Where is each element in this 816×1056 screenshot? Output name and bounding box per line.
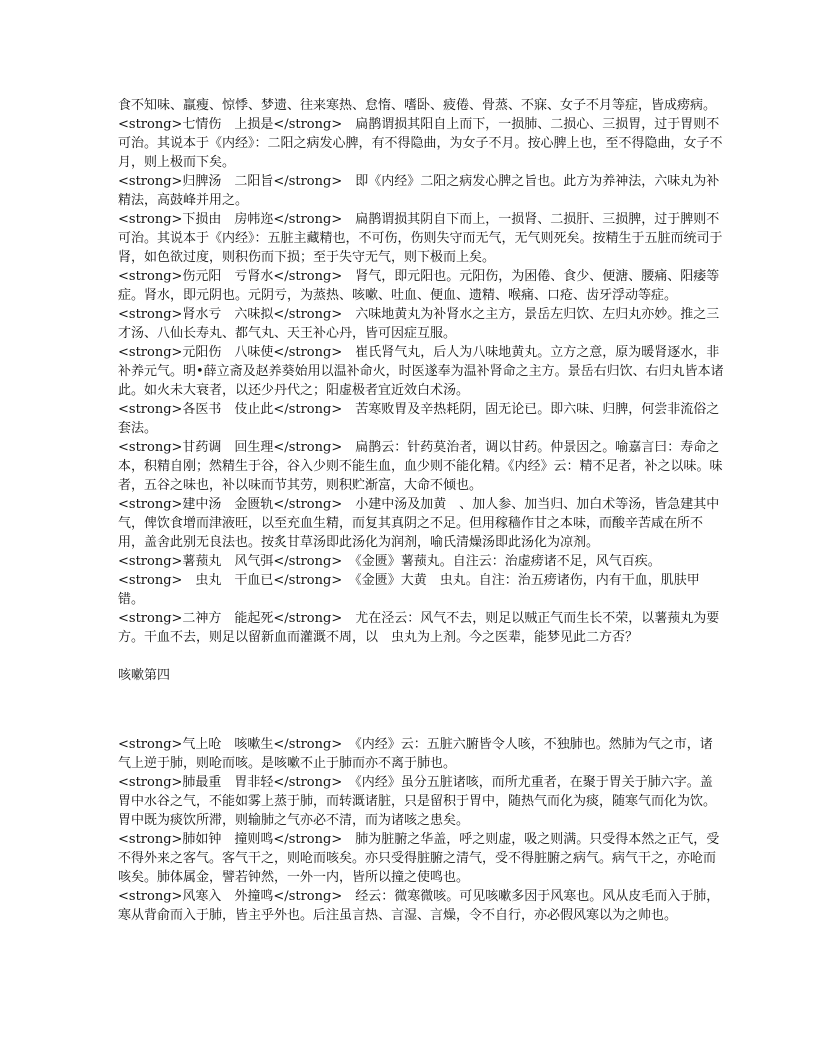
- paragraph: <strong>肺如钟 撞则鸣</strong> 肺为脏腑之华盖，呼之则虚，吸之则满。只受得本然之正气，受不得外来之客气。客气干之，则呛而咳矣。亦只受得脏腑之清气，受不得脏腑之病气。病气干之，亦呛而咳矣。肺体属金，譬若钟然，一外一内，皆所以撞之使鸣也。: [118, 832, 720, 885]
- paragraph: <strong>建中汤 金匮轨</strong> 小建中汤及加黄 、加人参、加当归、加白术等汤，皆急建其中气，俾饮食增而津液旺，以至充血生精，而复其真阴之不足。但用稼穑作甘之本味，而酸辛苦咸在所不用，盖舍此别无良法也。按炙甘草汤即此汤化为润剂，喻氏清燥汤即此汤化为凉剂。: [118, 497, 720, 550]
- section-kesou: [118, 735, 724, 925]
- paragraph: <strong>二神方 能起死</strong> 尤在泾云：风气不去，则足以贼正气而生长不荣，以薯蓣丸为要方。干血不去，则足以留新血而灌溉不周，以 虫丸为上剂。今之医辈，能梦见此二方否？: [118, 611, 720, 645]
- section-xulao: [118, 96, 724, 647]
- paragraph: <strong>下损由 房帏迩</strong> 扁鹊谓损其阴自下而上，一损肾、二损肝、三损脾，过于脾则不可治。其说本于《内经》：五脏主藏精也，不可伤，伤则失守而无气，无气则死矣。按精生于五脏而统司于肾，如色欲过度，则积伤而下损；至于失守无气，则下极而上矣。: [118, 212, 723, 265]
- paragraph: <strong>肺最重 胃非轻</strong> 《内经》虽分五脏诸咳，而所尤重者，在聚于胃关于肺六字。盖胃中水谷之气，不能如雾上蒸于肺，而转溉诸脏，只是留积于胃中，随热气而化为痰，随寒气而化为饮。胃中既为痰饮所滞，则输肺之气亦必不清，而为诸咳之患矣。: [118, 775, 717, 828]
- paragraph: 食不知味、羸瘦、惊悸、梦遗、往来寒热、怠惰、嗜卧、疲倦、骨蒸、不寐、女子不月等症，皆成痨病。: [118, 98, 717, 113]
- paragraph: <strong>甘药调 回生理</strong> 扁鹊云：针药莫治者，调以甘药。仲景因之。喻嘉言曰：寿命之本，积精自刚；然精生于谷，谷入少则不能生血，血少则不能化精。《内经》云：精不足者，补之以味。味者，五谷之味也，补以味而节其劳，则积贮渐富，大命不倾也。: [118, 440, 723, 493]
- paragraph: <strong>各医书 伎止此</strong> 苦寒败胃及辛热耗阴，固无论已。即六味、归脾，何尝非流俗之套法。: [118, 402, 720, 436]
- paragraph: <strong>伤元阳 亏肾水</strong> 肾气，即元阳也。元阳伤，为困倦、食少、便溏、腰痛、阳痿等症。肾水，即元阴也。元阴亏，为蒸热、咳嗽、吐血、便血、遗精、喉痛、口疮、齿牙浮动等症。: [118, 269, 720, 303]
- paragraph: <strong> 虫丸 干血已</strong> 《金匮》大黄 虫丸。自注：治五痨诸伤，内有干血，肌肤甲错。: [118, 573, 700, 607]
- spacer: [118, 647, 724, 666]
- paragraph: <strong>薯蓣丸 风气弭</strong> 《金匮》薯蓣丸。自注云：治虚痨诸不足，风气百疾。: [118, 554, 661, 569]
- paragraph: <strong>七情伤 上损是</strong> 扁鹊谓损其阳自上而下，一损肺、二损心、三损胃，过于胃则不可治。其说本于《内经》：二阳之病发心脾，有不得隐曲，为女子不月。按心脾上也，至不得隐曲，女子不月，则上极而下矣。: [118, 117, 723, 170]
- spacer: [118, 685, 724, 735]
- section-heading: 咳嗽第四: [118, 668, 171, 683]
- paragraph: <strong>肾水亏 六味拟</strong> 六味地黄丸为补肾水之主方，景岳左归饮、左归丸亦妙。推之三才汤、八仙长寿丸、都气丸、天王补心丹，皆可因症互服。: [118, 307, 720, 341]
- paragraph: <strong>归脾汤 二阳旨</strong> 即《内经》二阳之病发心脾之旨也。此方为养神法，六味丸为补精法，高鼓峰并用之。: [118, 174, 720, 208]
- paragraph: <strong>气上呛 咳嗽生</strong> 《内经》云：五脏六腑皆令人咳，不独肺也。然肺为气之市，诸气上逆于肺，则呛而咳。是咳嗽不止于肺而亦不离于肺也。: [118, 737, 713, 771]
- paragraph: <strong>元阳伤 八味使</strong> 崔氏肾气丸，后人为八味地黄丸。立方之意，原为暖肾逐水，非补养元气。明•薛立斋及赵养葵始用以温补命火，时医遂奉为温补肾命之主方。景岳右归饮、右归丸皆本诸此。如火未大衰者，以还少丹代之；阳虚极者宜近效白术汤。: [118, 345, 724, 398]
- paragraph: <strong>风寒入 外撞鸣</strong> 经云：微寒微咳。可见咳嗽多因于风寒也。风从皮毛而入于肺，寒从背俞而入于肺，皆主乎外也。后注虽言热、言湿、言燥，令不自行，亦必假风寒以为之帅也。: [118, 889, 720, 923]
